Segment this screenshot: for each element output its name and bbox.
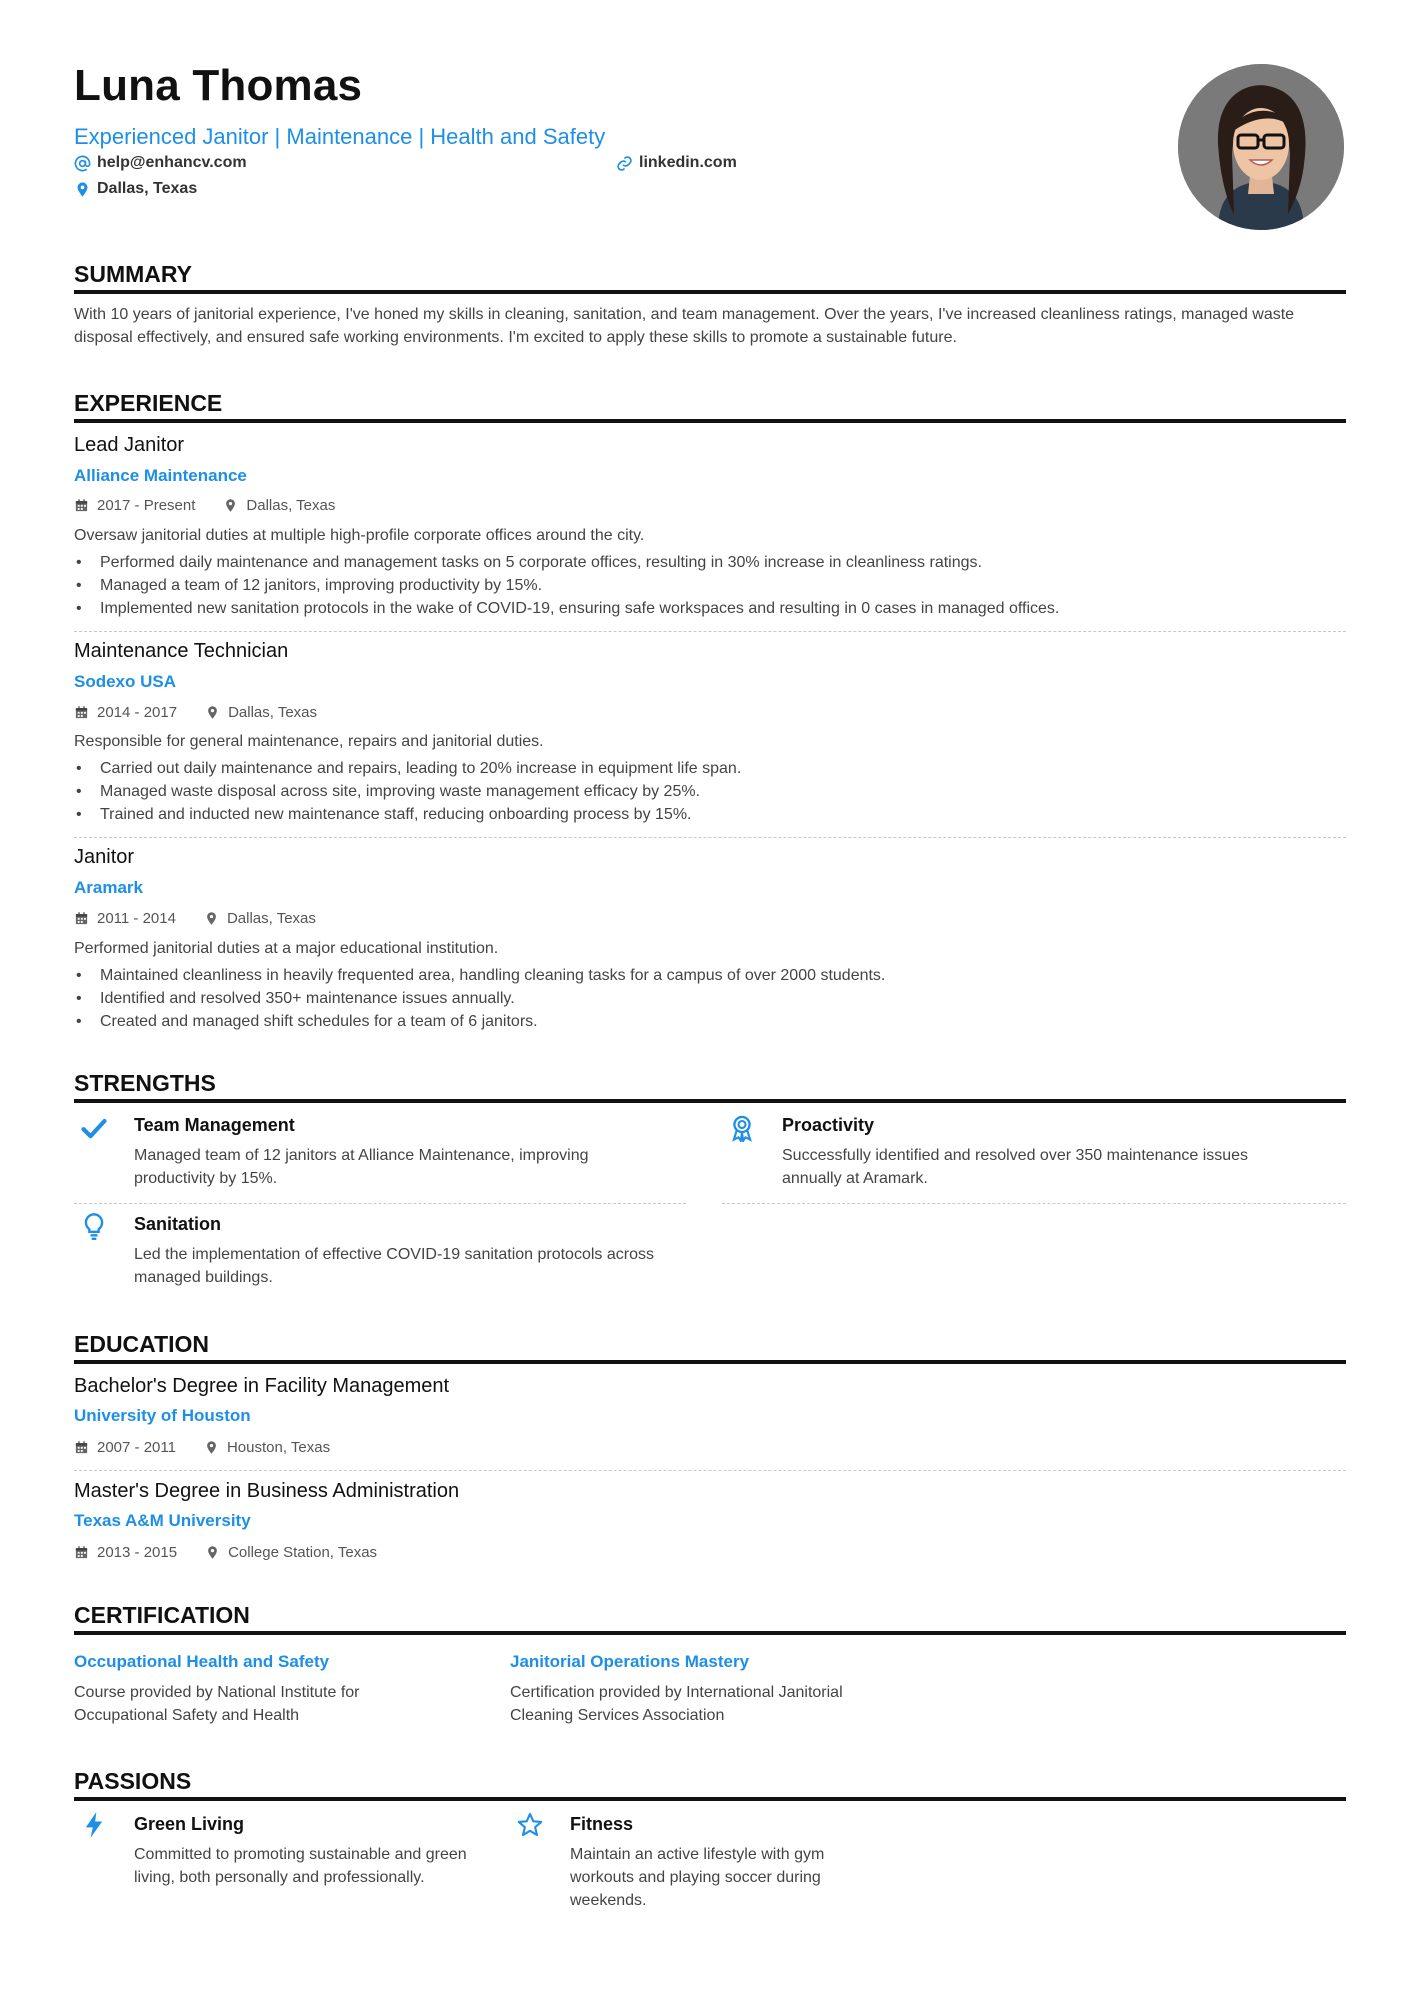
divider [74,837,1346,838]
divider [722,1203,1346,1204]
list-item: • Managed waste disposal across site, improving waste management efficacy by 25%. [74,780,1346,803]
education-heading: EDUCATION [74,1330,1346,1364]
strengths-heading: STRENGTHS [74,1069,1346,1103]
education-location: College Station, Texas [205,1544,377,1561]
map-pin-icon [205,705,220,720]
job-bullets [74,551,1346,620]
email-text: help@enhancv.com [97,154,247,171]
job-dates: 2011 - 2014 [97,910,176,927]
education-location: Houston, Texas [204,1439,330,1456]
map-pin-icon [204,1440,219,1455]
job-meta [74,497,335,514]
strength-text: Led the implementation of effective COVID-19 sanitation protocols across managed buildings. [134,1246,654,1286]
list-item: • Implemented new sanitation protocols in the wake of COVID-19, ensuring safe workspaces and resulting in 0 cases in managed offices. [74,597,1346,620]
calendar-icon [74,705,89,720]
job-meta [74,704,317,721]
experience-heading: EXPERIENCE [74,389,1346,423]
job-meta [74,910,316,927]
map-pin-icon [223,498,238,513]
passion-title: Fitness [570,1814,634,1834]
list-item: • Maintained cleanliness in heavily frequented area, handling cleaning tasks for a campus of over 2000 students. [74,964,1346,987]
calendar-icon [74,498,89,513]
summary-text: With 10 years of janitorial experience, I've honed my skills in cleaning, sanitation, and team management. Over the years, I've increased cleanliness ratings, managed waste disposal effectively, and ensured safe working environments. I'm excited to apply these skills to promote a sustainable future. [74,306,1295,346]
divider [74,1470,1346,1471]
certification-name[interactable]: Occupational Health and Safety [74,1652,330,1671]
link-icon [616,155,633,172]
passion-text: Maintain an active lifestyle with gym workouts and playing soccer during weekends. [570,1846,825,1909]
calendar-icon [74,911,89,926]
lightbulb-icon [80,1212,108,1240]
job-location: Dallas, Texas [223,497,335,514]
certification-text: Course provided by National Institute for Occupational Safety and Health [74,1684,360,1724]
certification-heading: CERTIFICATION [74,1601,1346,1635]
education-dates: 2013 - 2015 [97,1544,178,1561]
job-description: Performed janitorial duties at a major educational institution. [74,940,499,957]
location-text: Dallas, Texas [97,180,198,197]
summary-heading: SUMMARY [74,260,1346,294]
at-sign-icon [74,155,91,172]
map-pin-icon [205,1545,220,1560]
job-role: Maintenance Technician [74,640,289,662]
job-company[interactable]: Alliance Maintenance [74,466,247,485]
degree-title: Master's Degree in Business Administration [74,1480,460,1502]
award-ribbon-icon [728,1114,756,1142]
education-dates: 2007 - 2011 [97,1439,176,1456]
passions-heading: PASSIONS [74,1767,1346,1801]
divider [74,631,1346,632]
map-pin-icon [204,911,219,926]
job-description: Oversaw janitorial duties at multiple high-profile corporate offices around the city. [74,527,645,544]
avatar [1178,64,1344,230]
job-bullets [74,757,1346,826]
calendar-icon [74,1545,89,1560]
certification-name[interactable]: Janitorial Operations Mastery [510,1652,750,1671]
location-contact [74,180,197,198]
strength-title: Sanitation [134,1214,222,1234]
lightning-bolt-icon [80,1811,108,1839]
job-role: Janitor [74,846,135,868]
list-item: • Identified and resolved 350+ maintenance issues annually. [74,987,1346,1010]
education-meta [74,1439,330,1456]
strength-text: Successfully identified and resolved over 350 maintenance issues annually at Aramark. [782,1147,1249,1187]
list-item: • Created and managed shift schedules for a team of 6 janitors. [74,1010,1346,1033]
linkedin-text: linkedin.com [639,154,737,171]
job-location: Dallas, Texas [204,910,316,927]
star-icon [516,1811,544,1839]
divider [74,1203,686,1204]
school-name[interactable]: University of Houston [74,1406,251,1425]
job-location: Dallas, Texas [205,704,317,721]
checkmark-icon [80,1114,108,1142]
strength-title: Proactivity [782,1115,875,1135]
passion-text: Committed to promoting sustainable and green living, both personally and professionally. [134,1846,467,1886]
job-description: Responsible for general maintenance, repairs and janitorial duties. [74,733,544,750]
job-dates: 2014 - 2017 [97,704,178,721]
job-company[interactable]: Sodexo USA [74,672,177,691]
job-bullets [74,964,1346,1033]
degree-title: Bachelor's Degree in Facility Management [74,1375,450,1397]
list-item: • Performed daily maintenance and management tasks on 5 corporate offices, resulting in 30% increase in cleanliness ratings. [74,551,1346,574]
calendar-icon [74,1440,89,1455]
job-role: Lead Janitor [74,434,185,456]
strength-title: Team Management [134,1115,295,1135]
candidate-name: Luna Thomas [74,61,363,110]
headline: Experienced Janitor | Maintenance | Health and Safety [74,124,606,149]
email-contact[interactable] [74,154,247,172]
certification-text: Certification provided by International Janitorial Cleaning Services Association [510,1684,843,1724]
list-item: • Trained and inducted new maintenance staff, reducing onboarding process by 15%. [74,803,1346,826]
job-dates: 2017 - Present [97,497,196,514]
strength-text: Managed team of 12 janitors at Alliance Maintenance, improving productivity by 15%. [134,1147,589,1187]
linkedin-contact[interactable] [616,154,737,172]
list-item: • Managed a team of 12 janitors, improving productivity by 15%. [74,574,1346,597]
education-meta [74,1544,377,1561]
list-item: • Carried out daily maintenance and repairs, leading to 20% increase in equipment life span. [74,757,1346,780]
passion-title: Green Living [134,1814,245,1834]
job-company[interactable]: Aramark [74,878,143,897]
school-name[interactable]: Texas A&M University [74,1511,251,1530]
map-pin-icon [74,181,91,198]
